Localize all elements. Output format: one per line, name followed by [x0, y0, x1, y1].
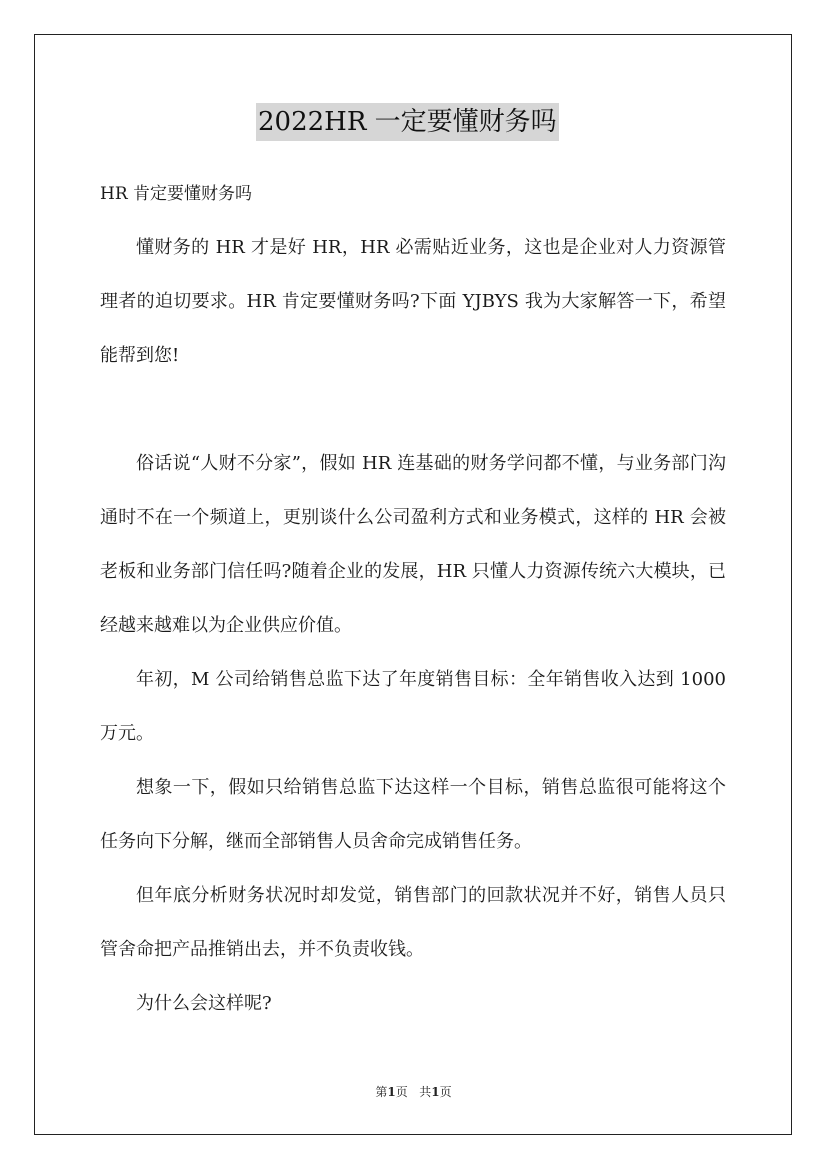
total-pages: 1 [431, 1085, 440, 1099]
body-paragraph-5: 但年底分析财务状况时却发觉，销售部门的回款状况并不好，销售人员只管舍命把产品推销出去，并不负责收钱。 [100, 885, 726, 960]
document-title: 2022HR 一定要懂财务吗 [256, 103, 559, 141]
page-label-suffix: 页 [395, 1085, 408, 1099]
total-label-prefix: 共 [419, 1085, 432, 1099]
document-subtitle: HR 肯定要懂财务吗 [100, 184, 253, 204]
body-paragraph-4: 想象一下，假如只给销售总监下达这样一个目标，销售总监很可能将这个任务向下分解，继而全部销售人员舍命完成销售任务。 [100, 777, 726, 852]
body-paragraph-3: 年初，M 公司给销售总监下达了年度销售目标：全年销售收入达到 1000 万元。 [100, 669, 726, 744]
page-label-prefix: 第 [375, 1085, 388, 1099]
total-label-suffix: 页 [439, 1085, 452, 1099]
body-paragraph-2: 俗话说“人财不分家”，假如 HR 连基础的财务学问都不懂，与业务部门沟通时不在一个频道上，更别谈什么公司盈利方式和业务模式，这样的 HR 会被老板和业务部门信任吗?随着企业的发展，HR 只懂人力资源传统六大模块，已经越来越难以为企业供应价值。 [100, 453, 726, 636]
page-footer [0, 1083, 827, 1101]
page-number: 1 [387, 1085, 396, 1099]
document-body [100, 221, 726, 1031]
body-paragraph-6: 为什么会这样呢? [136, 993, 272, 1014]
body-paragraph-1: 懂财务的 HR 才是好 HR，HR 必需贴近业务，这也是企业对人力资源管理者的迫切要求。HR 肯定要懂财务吗?下面 YJBYS 我为大家解答一下，希望能帮到您! [100, 237, 726, 366]
